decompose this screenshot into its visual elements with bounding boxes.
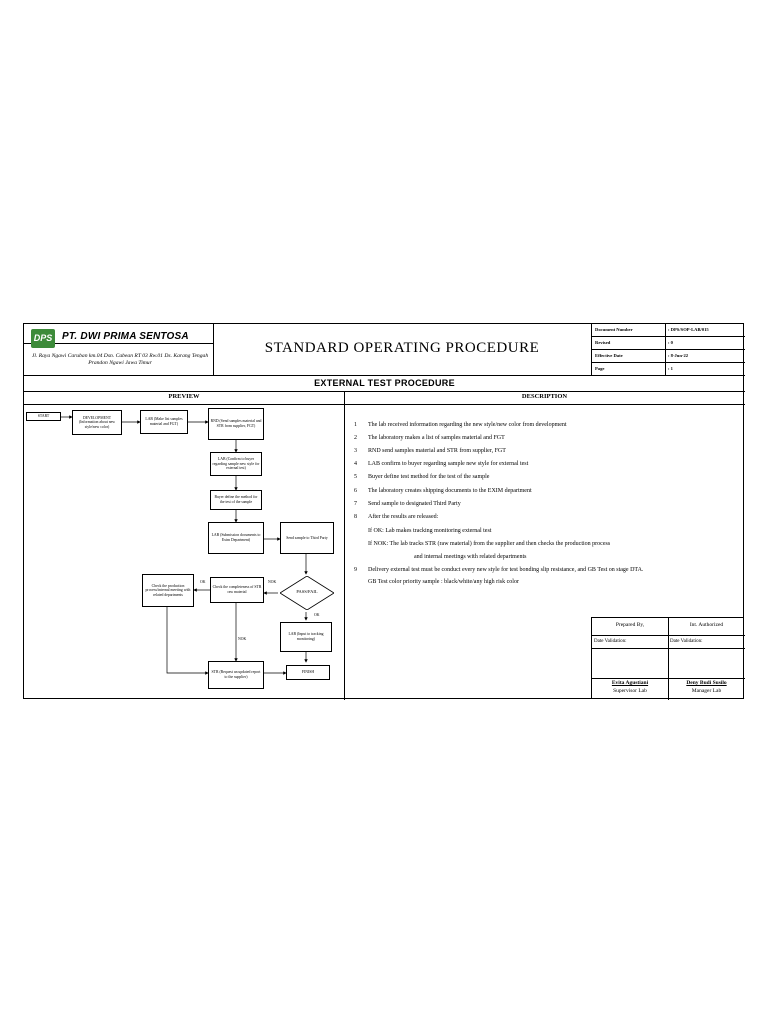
desc-nok-line-2: and internal meetings with related departments [414, 554, 527, 560]
meta-divider [591, 349, 745, 350]
desc-text: The laboratory creates shipping documents to the EXIM department [368, 488, 532, 494]
flow-lab-make-list: LAB (Make list samples material and FGT) [140, 410, 188, 434]
desc-text: The laboratory makes a list of samples material and FGT [368, 435, 505, 441]
date-validation-label: Date Validation: [670, 639, 703, 644]
preparer-name: Evita Agustiani [611, 680, 649, 686]
flow-lab-tracking: LAB (Input to tracking monitoring) [280, 622, 332, 652]
desc-text: The lab received information regarding the new style/new color from development [368, 422, 567, 428]
meta-divider [591, 336, 745, 337]
desc-num: 4 [354, 461, 357, 467]
document-title: STANDARD OPERATING PROCEDURE [264, 340, 540, 356]
flow-label-nok-right: NOK [268, 580, 277, 584]
meta-key-page: Page [595, 366, 605, 371]
desc-ok-line: If OK: Lab makes tracking monitoring external test [368, 528, 492, 534]
flow-lab-submission: LAB (Submission documents to Exim Department) [208, 522, 264, 554]
authorizer-role: Manager Lab [691, 688, 722, 694]
description-column-header: DESCRIPTION [521, 393, 568, 400]
desc-text: RND send samples material and STR from supplier, FGT [368, 448, 506, 454]
company-logo: DPS [31, 329, 55, 348]
desc-num: 1 [354, 422, 357, 428]
flow-lab-confirm: LAB (Confirm to buyer regarding sample new style for external test) [210, 452, 262, 476]
signature-divider [592, 678, 745, 679]
flow-send-third-party: Send sample to Third Party [280, 522, 334, 554]
desc-nok-line: If NOK: The lab tracks STR (raw material) from the supplier and then checks the production process [368, 541, 611, 547]
desc-num: 3 [354, 448, 357, 454]
preview-column-header: PREVIEW [168, 393, 200, 400]
procedure-title: EXTERNAL TEST PROCEDURE [314, 378, 455, 388]
desc-num: 7 [354, 501, 357, 507]
company-address: Jl. Raya Ngawi Caruban km.04 Dsn. Cabean RT 03 Rw.01 Ds. Karang Tengah Prandon Ngawi Jawa Timur [31, 353, 209, 366]
desc-num: 6 [354, 488, 357, 494]
flow-check-production: Check the production process/internal meeting with related departments [142, 574, 194, 607]
desc-num: 2 [354, 435, 357, 441]
sop-sheet [23, 323, 744, 699]
meta-divider [591, 362, 745, 363]
meta-value-page: : 1 [668, 366, 673, 371]
desc-text: GB Test color priority sample : black/white/any high risk color [368, 579, 519, 585]
flow-finish: FINISH [286, 665, 330, 680]
flow-start: START [26, 412, 61, 421]
flow-development: DEVELOPMENT (Information about new style/new color) [72, 410, 122, 435]
desc-text: After the results are released: [368, 514, 439, 520]
flow-str-request: STR (Request an updated report to the supplier) [208, 661, 264, 689]
flow-label-nok-down: NOK [238, 637, 247, 641]
desc-text: LAB confirm to buyer regarding sample new style for external test [368, 461, 529, 467]
signature-divider [592, 635, 745, 636]
flow-pass-fail-label: PASS/FAIL [296, 589, 318, 594]
meta-key-document-number: Document Number [595, 327, 633, 332]
desc-text: Send sample to designated Third Party [368, 501, 461, 507]
flow-label-ok-down: OK [314, 613, 320, 617]
flow-buyer-define: Buyer define the method for the test of the sample [210, 490, 262, 510]
meta-value-effective-date: : 8-Jun-22 [668, 353, 689, 358]
signature-divider [668, 618, 669, 700]
authorized-label: Int. Authorized [689, 622, 724, 628]
desc-text: Delivery external test must be conduct every new style for test bonding slip resistance, and GB Test on stage DTA. [368, 567, 644, 573]
company-name: PT. DWI PRIMA SENTOSA [62, 331, 189, 342]
prepared-by-label: Prepared By, [615, 622, 645, 628]
flow-pass-fail-decision [280, 576, 334, 610]
signature-block [591, 617, 744, 699]
meta-value-document-number: : DPS/SOP-LAB/015 [668, 327, 709, 332]
meta-key-effective-date: Effective Date [595, 353, 623, 358]
signature-divider [592, 648, 745, 649]
flow-rnd: RND (Send samples material and STR from supplier, FGT) [208, 408, 264, 440]
preparer-role: Supervisor Lab [613, 688, 647, 694]
flow-check-str: Check the completeness of STR raw material [210, 577, 264, 603]
date-validation-label: Date Validation: [594, 639, 627, 644]
desc-num: 5 [354, 474, 357, 480]
meta-key-revised: Revised [595, 340, 611, 345]
flow-label-ok-left: OK [200, 580, 206, 584]
desc-num: 9 [354, 567, 357, 573]
desc-text: Buyer define test method for the test of the sample [368, 474, 490, 480]
authorizer-name: Deny Budi Susilo [686, 680, 727, 686]
desc-num: 8 [354, 514, 357, 520]
meta-value-revised: : 0 [668, 340, 673, 345]
